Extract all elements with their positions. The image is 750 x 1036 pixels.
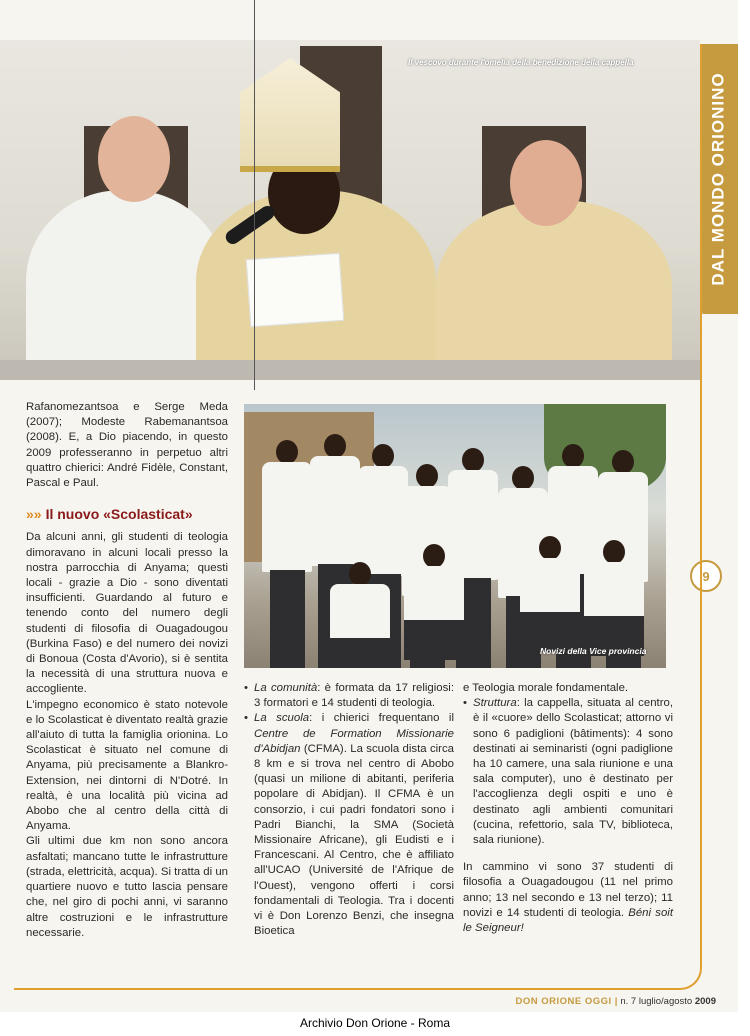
text-column-3 bbox=[463, 681, 673, 936]
magazine-brand: DON ORIONE OGGI bbox=[515, 996, 612, 1007]
info-list-continued bbox=[463, 696, 673, 848]
bullet-icon: • bbox=[463, 697, 467, 710]
institution-name: Centre de Formation Missionarie d'Abidjan bbox=[254, 727, 454, 755]
novice-shirt bbox=[358, 466, 408, 576]
novice-shirt bbox=[584, 562, 644, 618]
info-list bbox=[244, 681, 454, 939]
intro-paragraph: Rafanomezantsoa e Serge Meda (2007); Modeste Rabemanantsoa (2008). E, a Dio piacendo, in questo 2009 professeranno in perpetuo altri quattro chierici: André Fidèle, Constant, Pascal e Paul. bbox=[26, 401, 228, 490]
homily-sheet bbox=[246, 253, 345, 327]
caption-top-photo: Il vescovo durante l'omelia della benedizione della cappella bbox=[408, 58, 634, 67]
caption-group-photo: Novizi della Vice provincia bbox=[540, 646, 647, 656]
novice-trousers bbox=[330, 638, 390, 668]
novice-shirt bbox=[520, 558, 580, 614]
double-arrow-icon: »» bbox=[26, 506, 42, 523]
priest-left-head bbox=[98, 116, 170, 202]
text-column-2 bbox=[244, 681, 454, 939]
novice-head bbox=[603, 540, 625, 564]
bullet-icon: • bbox=[244, 682, 248, 694]
novice-head bbox=[612, 450, 634, 474]
page-number: 9 bbox=[690, 560, 722, 592]
kneeling-novice bbox=[330, 562, 390, 668]
list-item-text: : è formata da 17 religiosi: 3 formatori e 14 studenti di teologia. bbox=[254, 682, 454, 710]
list-item-label: La comunità bbox=[254, 682, 318, 694]
closing-paragraph bbox=[463, 860, 673, 936]
top-photo-bishop-homily bbox=[0, 40, 700, 380]
list-item-school bbox=[244, 711, 454, 939]
issue-year: 2009 bbox=[694, 996, 716, 1007]
continued-text: e Teologia morale fondamentale. bbox=[463, 682, 629, 694]
bullet-icon: • bbox=[244, 712, 248, 725]
paragraph-1: Da alcuni anni, gli studenti di teologia dimoravano in alcuni locali presso la nostra parrocchia di Anyama; questi locali - grazie a Dio - sono diventati insufficienti. Guardando al futuro e tenendo conto del numero degli studenti di filosofia di Ouagadougou (Burkina Faso) e del numero dei novizi di Bonoua (Costa d'Avorio), si è sentita la necessità di una struttura nuova e accogliente. bbox=[26, 531, 228, 696]
issue-info: n. 7 luglio/agosto bbox=[620, 996, 693, 1007]
list-item-label: Struttura bbox=[473, 697, 517, 710]
novice-shirt bbox=[330, 584, 390, 640]
section-heading-text: Il nuovo «Scolasticat» bbox=[45, 506, 193, 523]
novice-head bbox=[423, 544, 445, 568]
novice-head bbox=[462, 448, 484, 472]
section-heading bbox=[26, 507, 228, 522]
novice-head bbox=[416, 464, 438, 488]
novice-shirt bbox=[262, 462, 312, 572]
list-item-text: : la cappella, situata al centro, è il «cuore» dello Scolasticat; attorno vi sono 6 padiglioni (bâtiments): 4 sono destinati ai seminaristi (ogni padiglione ha 10 camere, una sala riunione e una sala computer), uno è destinato per l'accoglienza degli ospiti e uno è destinato agli ambienti comunitari (cucina, refettorio, sala TV, biblioteca, sala riunione). bbox=[473, 697, 673, 847]
novice-shirt bbox=[310, 456, 360, 566]
novice-head bbox=[324, 434, 346, 458]
group-photo-novices bbox=[244, 404, 666, 668]
novice-head bbox=[372, 444, 394, 468]
footer-separator: | bbox=[614, 996, 618, 1007]
section-banner bbox=[700, 44, 738, 314]
archive-credit: Archivio Don Orione - Roma bbox=[299, 1016, 451, 1030]
list-item-label: La scuola bbox=[254, 712, 310, 725]
novice-shirt bbox=[404, 566, 464, 622]
paragraph-3: Gli ultimi due km non sono ancora asfaltati; mancano tutte le infrastrutture (strada, elettricità, acqua). Si tratta di un quartiere nuovo e tutto lascia pensare che, nel giro di pochi anni, vi saranno altre costruzioni e le infrastrutture necessarie. bbox=[26, 835, 228, 939]
closing-blessing: Béni soit le Seigneur! bbox=[463, 906, 673, 935]
list-item-text-continued: (CFMA). La scuola dista circa 8 km e si trova nel centro di Abobo (quasi un milione di abitanti, periferia popolare di Abidjan). Il CFMA è un consorzio, i cui padri fondatori sono i Padri Bianchi, la SMA (Società Missionaire Africane), gli Eudisti e i Francescani. Al Centro, che è affiliato all'UCAO (Université de l'Afrique de l'Ouest), vengono offerti i corsi fondamentali di Teologia. Tra i docenti vi è Don Lorenzo Benzi, che insegna Bioetica bbox=[254, 742, 454, 938]
priest-right bbox=[436, 200, 672, 380]
novice-trousers bbox=[270, 570, 305, 668]
altar-edge bbox=[0, 360, 700, 380]
novice-head bbox=[562, 444, 584, 468]
priest-right-head bbox=[510, 140, 582, 226]
page-fold-line bbox=[254, 0, 255, 390]
novice-head bbox=[349, 562, 371, 586]
section-banner-label: DAL MONDO ORIONINO bbox=[709, 72, 728, 286]
list-item-text: : i chierici frequentano il bbox=[309, 712, 454, 725]
text-column-1 bbox=[26, 400, 228, 941]
page-footer bbox=[480, 996, 716, 1007]
list-item-structure bbox=[463, 696, 673, 848]
novice-trousers bbox=[404, 620, 464, 660]
novice-head bbox=[539, 536, 561, 560]
standing-novice bbox=[262, 440, 312, 668]
novice-head bbox=[512, 466, 534, 490]
novice-head bbox=[276, 440, 298, 464]
kneeling-novice bbox=[404, 544, 464, 668]
paragraph-2: L'impegno economico è stato notevole e lo Scolasticat è diventato realtà grazie all'aiuto di tutta la famiglia orionina. Lo Scolasticat è situato nel comune di Anyama, più precisamente a Blankro-Extension, nei dintorni di N'Dotré. In realtà, è una località più vicina ad Abobo che al centro della città di Anyama. bbox=[26, 698, 228, 833]
list-item-community bbox=[244, 681, 454, 711]
closing-text: In cammino vi sono 37 studenti di filosofia a Ouagadougou (11 nel primo anno; 13 nel secondo e 13 nel terzo); 11 novizi e 14 studenti di teologia. bbox=[463, 861, 673, 919]
